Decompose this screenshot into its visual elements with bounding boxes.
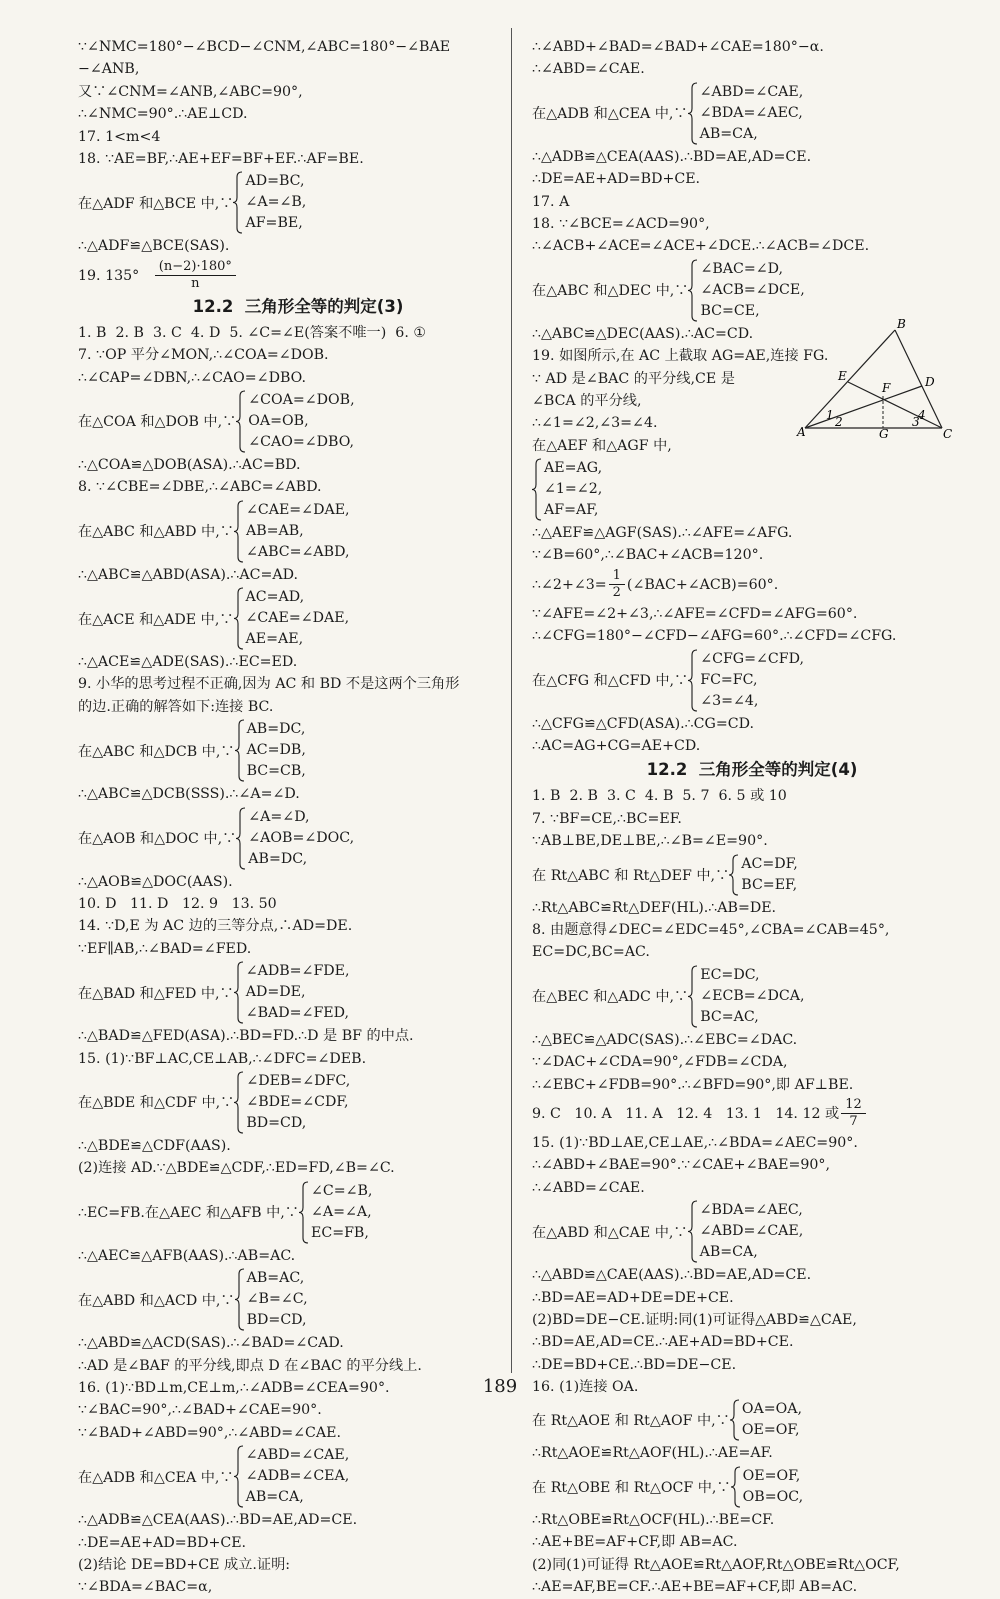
brace-item: AD=BC, xyxy=(245,173,305,190)
brace-item: AC=DF, xyxy=(741,855,798,872)
text-line: ∴AE=AF,BE=CF.∴AE+BE=AF+CF,即 AB=AC. xyxy=(532,1579,858,1596)
brace-item: OA=OB, xyxy=(248,412,309,429)
brace-group xyxy=(236,807,354,870)
brace-item: EC=FB, xyxy=(310,1224,369,1241)
brace-symbol xyxy=(532,458,542,521)
text-line: ∴△ABD≌△ACD(SAS).∴∠BAD=∠CAD. xyxy=(78,1335,344,1352)
brace-system xyxy=(532,1200,972,1263)
brace-item: OA=OA, xyxy=(741,1401,802,1418)
text-line: ∵ AD 是∠BAC 的平分线,CE 是 xyxy=(532,370,735,387)
brace-item: AC=AD, xyxy=(245,589,305,606)
brace-item: ∠CFG=∠CFD, xyxy=(700,650,804,667)
text-line: 8. ∵∠CBE=∠DBE,∴∠ABC=∠ABD. xyxy=(78,479,322,496)
brace-system xyxy=(78,1181,518,1244)
line-prefix: 9. C 10. A 11. A 12. 4 13. 1 14. 12 或 xyxy=(532,1105,840,1122)
brace-items xyxy=(247,1268,308,1331)
brace-item: ∠A=∠A, xyxy=(310,1203,372,1220)
text-line: EC=DC,BC=AC. xyxy=(532,944,650,961)
brace-symbol xyxy=(235,1268,245,1331)
text-line: ∵AB⊥BE,DE⊥BE,∴∠B=∠E=90°. xyxy=(532,833,768,850)
text-line-with-fraction xyxy=(532,567,972,603)
brace-item: ∠CAO=∠DBO, xyxy=(248,433,355,450)
brace-prefix: 在△ABD 和△CAE 中,∵ xyxy=(532,1224,688,1241)
brace-item: OB=OC, xyxy=(742,1488,804,1505)
brace-items xyxy=(246,587,350,650)
text-line: 9. 小华的思考过程不正确,因为 AC 和 BD 不是这两个三角形 xyxy=(78,676,460,693)
text-line: ∵∠B=60°,∴∠BAC+∠ACB=120°. xyxy=(532,547,764,564)
text-line: ∴△BAD≌△FED(ASA).∴BD=FD.∴D 是 BF 的中点. xyxy=(78,1028,414,1045)
brace-group xyxy=(688,259,804,322)
brace-system xyxy=(532,458,972,521)
brace-prefix: 在△CFG 和△CFD 中,∵ xyxy=(532,673,689,690)
text-line: ∴Rt△OBE≌Rt△OCF(HL).∴BE=CF. xyxy=(532,1511,775,1528)
brace-item: ∠ABD=∠CAE, xyxy=(699,83,804,100)
text-line-with-fraction xyxy=(532,1096,972,1132)
line-suffix: (∠BAC+∠ACB)=60°. xyxy=(626,576,779,593)
brace-symbol xyxy=(730,1399,740,1441)
brace-symbol xyxy=(731,1466,741,1508)
section-heading: 12.2 三角形全等的判定(3) xyxy=(192,296,404,316)
side-ab xyxy=(805,330,895,428)
brace-item: AB=DC, xyxy=(246,721,306,738)
brace-item: AF=AF, xyxy=(544,502,599,519)
brace-prefix: 在 Rt△OBE 和 Rt△OCF 中,∵ xyxy=(532,1479,731,1496)
brace-prefix: 在△ABC 和△DEC 中,∵ xyxy=(532,283,689,300)
brace-group xyxy=(235,1268,308,1331)
brace-items xyxy=(248,807,354,870)
brace-items xyxy=(741,854,798,896)
brace-item: AB=CA, xyxy=(699,1244,758,1261)
brace-system xyxy=(78,1445,518,1508)
text-line: (2)结论 DE=BD+CE 成立.证明: xyxy=(78,1556,291,1573)
brace-group xyxy=(236,390,354,453)
brace-group xyxy=(688,1200,804,1263)
label-a: A xyxy=(797,425,806,439)
text-line: ∴△ABC≌△ABD(ASA).∴AC=AD. xyxy=(78,566,299,583)
text-line: ∴Rt△AOE≌Rt△AOF(HL).∴AE=AF. xyxy=(532,1445,773,1462)
fraction-denominator: 2 xyxy=(612,585,621,601)
text-line: ∴AE+BE=AF+CF,即 AB=AC. xyxy=(532,1534,738,1551)
text-line: ∴∠CFG=180°−∠CFD−∠AFG=60°.∴∠CFD=∠CFG. xyxy=(532,628,897,645)
brace-system xyxy=(78,390,518,453)
brace-system xyxy=(78,807,518,870)
text-line: ∵∠DAC+∠CDA=90°,∠FDB=∠CDA, xyxy=(532,1054,788,1071)
brace-items xyxy=(700,259,804,322)
brace-prefix: 在△BDE 和△CDF 中,∵ xyxy=(78,1095,235,1112)
brace-symbol xyxy=(688,965,698,1028)
brace-system xyxy=(532,854,972,896)
brace-group xyxy=(730,1399,802,1441)
brace-system xyxy=(532,1466,972,1508)
brace-item: ∠B=∠C, xyxy=(246,1291,308,1308)
brace-prefix: 在△AOB 和△DOC 中,∵ xyxy=(78,831,237,848)
text-line: ∴DE=BD+CE.∴BD=DE−CE. xyxy=(532,1356,737,1373)
brace-symbol xyxy=(233,171,243,234)
text-line: ∴∠ABD=∠CAE. xyxy=(532,61,645,78)
brace-items xyxy=(743,1466,803,1508)
brace-group xyxy=(234,587,350,650)
brace-item: ∠A=∠D, xyxy=(248,808,310,825)
text-line: ∴△ABC≌△DEC(AAS).∴AC=CD. xyxy=(532,325,754,342)
brace-item: EC=DC, xyxy=(700,966,760,983)
angle-1: 1 xyxy=(826,408,834,422)
text-line: ∴DE=AE+AD=BD+CE. xyxy=(78,1534,247,1551)
brace-group xyxy=(688,965,804,1028)
text-line: 17. A xyxy=(532,193,570,210)
text-line: ∴△AOB≌△DOC(AAS). xyxy=(78,873,233,890)
text-line: 1. B 2. B 3. C 4. D 5. ∠C=∠E(答案不唯一) 6. ① xyxy=(78,324,427,341)
brace-prefix: 在△ABC 和△DCB 中,∵ xyxy=(78,743,235,760)
brace-item: AB=CA, xyxy=(245,1489,304,1506)
brace-item: ∠C=∠B, xyxy=(310,1182,373,1199)
brace-item: BC=CE, xyxy=(700,302,760,319)
brace-group xyxy=(234,961,350,1024)
brace-group xyxy=(729,854,798,896)
brace-group xyxy=(731,1466,803,1508)
brace-prefix: 在 Rt△ABC 和 Rt△DEF 中,∵ xyxy=(532,867,730,884)
line-prefix: 19. 135° xyxy=(78,267,153,284)
text-line: (2)BD=DE−CE.证明:同(1)可证得△ABD≌△CAE, xyxy=(532,1311,857,1328)
brace-group xyxy=(234,1445,350,1508)
label-g: G xyxy=(879,427,889,441)
brace-items xyxy=(246,1445,350,1508)
brace-item: ∠ECB=∠DCA, xyxy=(700,987,805,1004)
fraction xyxy=(155,259,236,292)
brace-items xyxy=(742,1399,802,1441)
text-line: ∴DE=AE+AD=BD+CE. xyxy=(532,171,701,188)
brace-prefix: 在△ADB 和△CEA 中,∵ xyxy=(78,1469,234,1486)
brace-group xyxy=(532,458,602,521)
fraction-numerator: 12 xyxy=(841,1097,866,1114)
text-line: ∴△COA≌△DOB(ASA).∴AC=BD. xyxy=(78,456,301,473)
text-line: ∴△ADB≌△CEA(AAS).∴BD=AE,AD=CE. xyxy=(78,1512,358,1529)
brace-symbol xyxy=(688,1200,698,1263)
brace-item: ∠A=∠B, xyxy=(245,194,307,211)
text-line: ∴∠ABD+∠BAE=90°.∵∠CAE+∠BAE=90°, xyxy=(532,1157,831,1174)
brace-item: AD=DE, xyxy=(245,984,306,1001)
text-line: ∴△ADB≌△CEA(AAS).∴BD=AE,AD=CE. xyxy=(532,148,812,165)
text-line: ∵∠NMC=180°−∠BCD−∠CNM,∠ABC=180°−∠BAE xyxy=(78,39,451,55)
brace-group xyxy=(688,649,804,712)
text-line: 在△AEF 和△AGF 中, xyxy=(532,437,672,454)
brace-item: BD=CD, xyxy=(246,1312,307,1329)
text-line: 16. (1)∵BD⊥m,CE⊥m,∴∠ADB=∠CEA=90°. xyxy=(78,1379,390,1396)
brace-symbol xyxy=(236,390,246,453)
brace-items xyxy=(246,500,350,563)
text-line: ∴△ABC≌△DCB(SSS).∴∠A=∠D. xyxy=(78,786,300,803)
brace-item: ∠COA=∠DOB, xyxy=(248,391,355,408)
brace-item: ∠BDA=∠AEC, xyxy=(699,104,803,121)
text-line: ∴∠NMC=90°.∴AE⊥CD. xyxy=(78,106,248,123)
triangle-figure xyxy=(797,317,953,441)
brace-prefix: 在△BEC 和△ADC 中,∵ xyxy=(532,989,689,1006)
brace-item: BD=CD, xyxy=(246,1114,307,1131)
brace-system xyxy=(78,719,518,782)
text-line: ∴∠1=∠2,∠3=∠4. xyxy=(532,415,658,432)
brace-prefix: 在△BAD 和△FED 中,∵ xyxy=(78,985,234,1002)
brace-system xyxy=(78,1268,518,1331)
angle-4: 4 xyxy=(918,408,926,422)
brace-symbol xyxy=(688,649,698,712)
text-line: 14. ∵D,E 为 AC 边的三等分点,∴AD=DE. xyxy=(78,918,353,935)
right-column xyxy=(532,36,972,1598)
text-line: 7. ∵OP 平分∠MON,∴∠COA=∠DOB. xyxy=(78,347,329,364)
brace-items xyxy=(311,1181,372,1244)
text-line: ∴△BEC≌△ADC(SAS).∴∠EBC=∠DAC. xyxy=(532,1031,798,1048)
brace-item: ∠CAE=∠DAE, xyxy=(245,501,350,518)
brace-item: BC=CB, xyxy=(246,763,306,780)
brace-item: ∠AOB=∠DOC, xyxy=(248,829,355,846)
label-f: F xyxy=(882,381,891,395)
brace-symbol xyxy=(729,854,739,896)
segment-ad xyxy=(805,386,922,428)
text-line: ∵∠BDA=∠BAC=α, xyxy=(78,1579,213,1596)
brace-items xyxy=(700,965,804,1028)
page-number: 189 xyxy=(482,1376,518,1397)
text-line: 15. (1)∵BD⊥AE,CE⊥AE,∴∠BDA=∠AEC=90°. xyxy=(532,1134,858,1151)
brace-item: BC=AC, xyxy=(700,1008,759,1025)
text-line: (2)连接 AD.∵△BDE≌△CDF,∴ED=FD,∠B=∠C. xyxy=(78,1160,395,1177)
brace-item: ∠DEB=∠DFC, xyxy=(246,1072,351,1089)
brace-system xyxy=(532,649,972,712)
brace-prefix: 在△ADB 和△CEA 中,∵ xyxy=(532,106,688,123)
brace-item: ∠ABD=∠CAE, xyxy=(245,1447,350,1464)
brace-item: AF=BE, xyxy=(245,215,303,232)
brace-items xyxy=(248,390,354,453)
column-divider xyxy=(511,28,512,1373)
brace-system xyxy=(78,587,518,650)
brace-system xyxy=(78,500,518,563)
brace-symbol xyxy=(688,82,698,145)
fraction xyxy=(841,1097,866,1130)
text-line: 15. (1)∵BF⊥AC,CE⊥AB,∴∠DFC=∠DEB. xyxy=(78,1050,367,1067)
brace-symbol xyxy=(234,587,244,650)
text-line: 16. (1)连接 OA. xyxy=(532,1379,639,1396)
brace-symbol xyxy=(234,1071,244,1134)
brace-item: AB=AC, xyxy=(246,1270,305,1287)
brace-items xyxy=(246,961,350,1024)
brace-item: ∠ADB=∠FDE, xyxy=(245,963,350,980)
brace-item: AB=DC, xyxy=(248,850,308,867)
brace-prefix: 在△ABD 和△ACD 中,∵ xyxy=(78,1292,235,1309)
brace-symbol xyxy=(234,1445,244,1508)
brace-item: AB=AB, xyxy=(245,522,304,539)
brace-items xyxy=(700,82,804,145)
brace-item: ∠BDE=∠CDF, xyxy=(246,1093,349,1110)
label-b: B xyxy=(897,317,906,331)
brace-symbol xyxy=(299,1181,309,1244)
brace-item: AE=AE, xyxy=(245,631,304,648)
brace-item: ∠CAE=∠DAE, xyxy=(245,610,350,627)
text-line: ∴△AEC≌△AFB(AAS).∴AB=AC. xyxy=(78,1247,296,1264)
section-heading: 12.2 三角形全等的判定(4) xyxy=(646,760,858,780)
brace-items xyxy=(245,171,306,234)
brace-item: AE=AG, xyxy=(544,460,603,477)
text-line: ∴∠ABD+∠BAD=∠BAD+∠CAE=180°−α. xyxy=(532,39,824,55)
brace-symbol xyxy=(234,961,244,1024)
text-line: ∵∠BAD+∠ABD=90°,∴∠ABD=∠CAE. xyxy=(78,1424,342,1441)
label-d: D xyxy=(925,375,935,389)
text-line: 10. D 11. D 12. 9 13. 50 xyxy=(78,896,277,913)
brace-system xyxy=(532,259,972,322)
brace-item: ∠ABC=∠ABD, xyxy=(245,543,350,560)
brace-prefix: 在△ADF 和△BCE 中,∵ xyxy=(78,195,234,212)
text-line: ∴BD=AE,AD=CE.∴AE+AD=BD+CE. xyxy=(532,1334,794,1351)
brace-item: ∠1=∠2, xyxy=(544,481,603,498)
text-line: 18. ∵∠BCE=∠ACD=90°, xyxy=(532,215,710,232)
brace-item: BC=EF, xyxy=(741,876,798,893)
text-line: 19. 如图所示,在 AC 上截取 AG=AE,连接 FG. xyxy=(532,348,829,365)
brace-item: ∠ADB=∠CEA, xyxy=(245,1468,350,1485)
text-line: ∴△ACE≌△ADE(SAS).∴EC=ED. xyxy=(78,654,298,671)
text-line: ∴Rt△ABC≌Rt△DEF(HL).∴AB=DE. xyxy=(532,899,777,916)
brace-symbol xyxy=(236,807,246,870)
brace-item: ∠ACB=∠DCE, xyxy=(700,281,805,298)
text-line: −∠ANB, xyxy=(78,61,140,78)
fraction-denominator: n xyxy=(191,276,200,292)
text-line: ∴∠EBC+∠FDB=90°.∴∠BFD=90°,即 AF⊥BE. xyxy=(532,1076,854,1093)
brace-group xyxy=(299,1181,372,1244)
brace-item: ∠3=∠4, xyxy=(700,692,759,709)
text-line: ∠BCA 的平分线, xyxy=(532,392,642,409)
brace-item: OE=OF, xyxy=(742,1467,801,1484)
brace-system xyxy=(78,171,518,234)
text-line: ∴△ADF≌△BCE(SAS). xyxy=(78,238,230,255)
brace-item: ∠ABD=∠CAE, xyxy=(699,1223,804,1240)
text-line: ∵EF∥AB,∴∠BAD=∠FED. xyxy=(78,940,252,957)
text-line: 1. B 2. B 3. C 4. B 5. 7 6. 5 或 10 xyxy=(532,788,787,805)
text-line: ∴∠ABD=∠CAE. xyxy=(532,1179,645,1196)
brace-item: AB=CA, xyxy=(699,125,758,142)
angle-2: 2 xyxy=(835,415,843,429)
left-column xyxy=(78,36,518,1599)
fraction xyxy=(609,568,625,601)
brace-system xyxy=(78,1071,518,1134)
text-line: 18. ∵AE=BF,∴AE+EF=BF+EF.∴AF=BE. xyxy=(78,150,364,167)
text-line: ∴AC=AG+CG=AE+CD. xyxy=(532,738,701,755)
brace-group xyxy=(234,1071,350,1134)
brace-item: OE=OF, xyxy=(741,1422,800,1439)
brace-items xyxy=(544,458,602,521)
brace-item: ∠BDA=∠AEC, xyxy=(699,1202,803,1219)
text-line: ∵∠AFE=∠2+∠3,∴∠AFE=∠CFD=∠AFG=60°. xyxy=(532,605,858,622)
brace-group xyxy=(235,719,306,782)
label-e: E xyxy=(838,369,847,383)
brace-prefix: 在△ACE 和△ADE 中,∵ xyxy=(78,611,234,628)
fraction-numerator: (n−2)·180° xyxy=(155,259,236,276)
brace-items xyxy=(247,719,306,782)
brace-items xyxy=(700,649,804,712)
brace-prefix: 在 Rt△AOE 和 Rt△AOF 中,∵ xyxy=(532,1413,730,1430)
text-line: ∴△AEF≌△AGF(SAS).∴∠AFE=∠AFG. xyxy=(532,525,793,542)
fraction-denominator: 7 xyxy=(849,1114,858,1130)
brace-group xyxy=(233,171,306,234)
text-line: 8. 由题意得∠DEC=∠EDC=45°,∠CBA=∠CAB=45°, xyxy=(532,921,890,938)
text-line: (2)同(1)可证得 Rt△AOE≌Rt△AOF,Rt△OBE≌Rt△OCF, xyxy=(532,1556,900,1573)
text-line: ∴△BDE≌△CDF(AAS). xyxy=(78,1137,231,1154)
text-line: ∴△CFG≌△CFD(ASA).∴CG=CD. xyxy=(532,715,754,732)
text-line: ∴△ABD≌△CAE(AAS).∴BD=AE,AD=CE. xyxy=(532,1267,812,1284)
brace-prefix: ∴EC=FB.在△AEC 和△AFB 中,∵ xyxy=(78,1205,299,1222)
brace-prefix: 在△ABC 和△ABD 中,∵ xyxy=(78,524,234,541)
brace-prefix: 在△COA 和△DOB 中,∵ xyxy=(78,414,237,431)
brace-item: AC=DB, xyxy=(246,742,306,759)
brace-item: FC=FC, xyxy=(700,671,758,688)
text-line: 又∵∠CNM=∠ANB,∠ABC=90°, xyxy=(78,83,303,100)
text-line: 的边.正确的解答如下:连接 BC. xyxy=(78,698,274,715)
brace-system xyxy=(532,965,972,1028)
brace-symbol xyxy=(688,259,698,322)
text-line: ∴∠ACB+∠ACE=∠ACE+∠DCE.∴∠ACB=∠DCE. xyxy=(532,238,870,255)
brace-system xyxy=(78,961,518,1024)
brace-system xyxy=(532,82,972,145)
angle-3: 3 xyxy=(912,415,920,429)
brace-symbol xyxy=(235,719,245,782)
fraction-numerator: 1 xyxy=(609,568,625,585)
brace-symbol xyxy=(234,500,244,563)
text-line: 17. 1<m<4 xyxy=(78,128,161,145)
line-prefix: ∴∠2+∠3= xyxy=(532,576,607,593)
brace-group xyxy=(234,500,350,563)
brace-items xyxy=(700,1200,804,1263)
brace-item: ∠BAC=∠D, xyxy=(700,260,784,277)
text-line: ∴∠CAP=∠DBN,∴∠CAO=∠DBO. xyxy=(78,369,306,386)
text-line: ∴BD=AE=AD+DE=DE+CE. xyxy=(532,1289,734,1306)
text-line: ∴AD 是∠BAF 的平分线,即点 D 在∠BAC 的平分线上. xyxy=(78,1357,422,1374)
brace-items xyxy=(246,1071,350,1134)
text-line-with-fraction xyxy=(78,258,518,294)
brace-item: ∠BAD=∠FED, xyxy=(245,1005,350,1022)
brace-system xyxy=(532,1399,972,1441)
brace-group xyxy=(688,82,804,145)
text-line: 7. ∵BF=CE,∴BC=EF. xyxy=(532,810,682,827)
label-c: C xyxy=(943,427,953,441)
text-line: ∵∠BAC=90°,∴∠BAD+∠CAE=90°. xyxy=(78,1402,322,1419)
